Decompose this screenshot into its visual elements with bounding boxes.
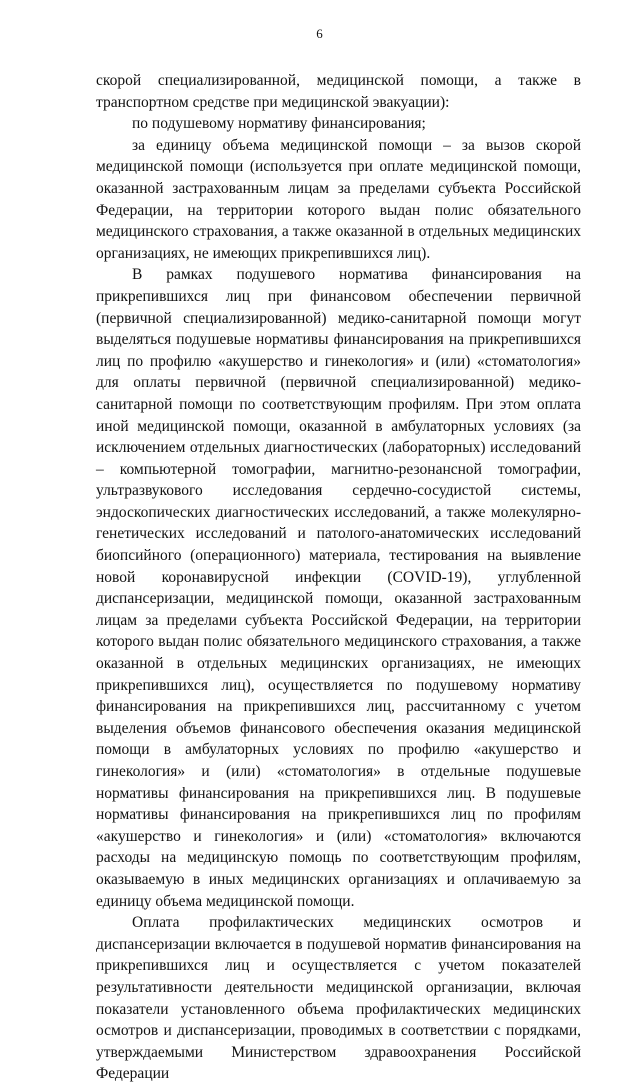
document-body (96, 70, 581, 1085)
paragraph-preventive-exams: Оплата профилактических медицинских осмотров и диспансеризации включается в подушевой норматив финансирования на прикрепившихся лиц и осуществляется с учетом показателей результативности деятельности медицинской организации, включая показатели установленного объема профилактических медицинских осмотров и диспансеризации, проводимых в соответствии с порядками, утверждаемыми Министерством здравоохранения Российской Федерации (96, 914, 581, 1083)
page-number: 6 (316, 26, 323, 41)
paragraph-per-capita-standards: В рамках подушевого норматива финансирования на прикрепившихся лиц при финансовом обеспечении первичной (первичной специализированной) медико-санитарной помощи могут выделяться подушевые нормативы финансирования на прикрепившихся лиц по профилю «акушерство и гинекология» и (или) «стоматология» для оплаты первичной (первичной специализированной) медико-санитарной помощи по соответствующим профилям. При этом оплата иной медицинской помощи, оказанной в амбулаторных условиях (за исключением отдельных диагностических (лабораторных) исследований – компьютерной томографии, магнитно-резонансной томографии, ультразвукового исследования сердечно-сосудистой системы, эндоскопических диагностических исследований, а также молекулярно-генетических исследований и патолого-анатомических исследований биопсийного (операционного) материала, тестирования на выявление новой коронавирусной инфекции (COVID-19), углубленной диспансеризации, медицинской помощи, оказанной застрахованным лицам за пределами субъекта Российской Федерации, на территории которого выдан полис обязательного медицинского страхования, а также оказанной в отдельных медицинских организациях, не имеющих прикрепившихся лиц), осуществляется по подушевому нормативу финансирования на прикрепившихся лиц, рассчитанному с учетом выделения объемов финансового обеспечения оказания медицинской помощи в амбулаторных условиях по профилю «акушерство и гинекология» и (или) «стоматология» в отдельные подушевые нормативы финансирования на прикрепившихся лиц. В подушевые нормативы финансирования на прикрепившихся лиц по профилям «акушерство и гинекология» и (или) «стоматология» включаются расходы на медицинскую помощь по соответствующим профилям, оказываемую в иных медицинских организациях и оплачиваемую за единицу объема медицинской помощи. (96, 266, 581, 910)
paragraph-per-capita: по подушевому нормативу финансирования; (132, 115, 426, 133)
paragraph-per-unit: за единицу объема медицинской помощи – за вызов скорой медицинской помощи (используется при оплате медицинской помощи, оказанной застрахованным лицам за пределами субъекта Российской Федерации, на территории которого выдан полис обязательного медицинского страхования, а также оказанной в отдельных медицинских организациях, не имеющих прикрепившихся лиц). (96, 136, 581, 262)
paragraph-continuation: скорой специализированной, медицинской помощи, а также в транспортном средстве при медицинской эвакуации): (96, 72, 581, 111)
